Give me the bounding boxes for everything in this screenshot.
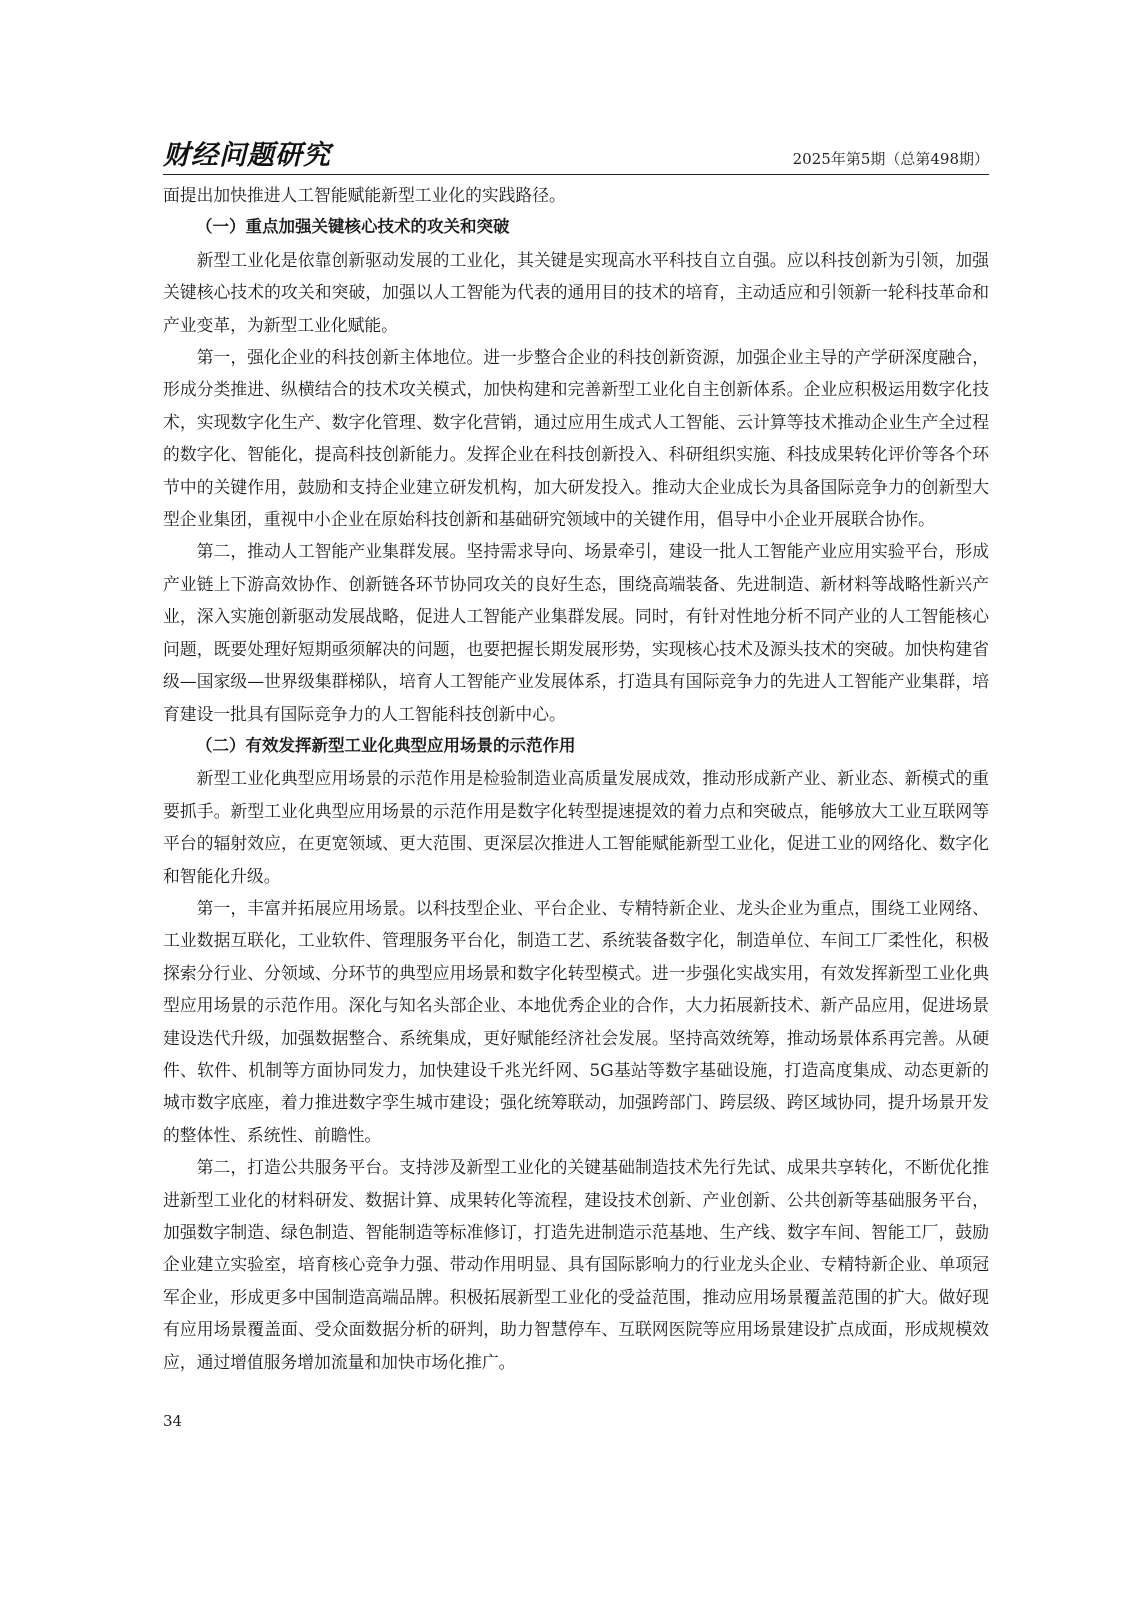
article-body (163, 179, 989, 1378)
journal-title-logo: 财经问题研究 (163, 140, 331, 171)
paragraph: 第一，强化企业的科技创新主体地位。进一步整合企业的科技创新资源，加强企业主导的产学研深度融合，形成分类推进、纵横结合的技术攻关模式，加快构建和完善新型工业化自主创新体系。企业应积极运用数字化技术，实现数字化生产、数字化管理、数字化营销，通过应用生成式人工智能、云计算等技术推动企业生产全过程的数字化、智能化，提高科技创新能力。发挥企业在科技创新投入、科研组织实施、科技成果转化评价等各个环节中的关键作用，鼓励和支持企业建立研发机构，加大研发投入。推动大企业成长为具备国际竞争力的创新型大型企业集团，重视中小企业在原始科技创新和基础研究领域中的关键作用，倡导中小企业开展联合协作。 (163, 347, 989, 530)
paragraph: 新型工业化典型应用场景的示范作用是检验制造业高质量发展成效，推动形成新产业、新业态、新模式的重要抓手。新型工业化典型应用场景的示范作用是数字化转型提速提效的着力点和突破点，能够放大工业互联网等平台的辐射效应，在更宽领域、更大范围、更深层次推进人工智能赋能新型工业化，促进工业的网络化、数字化和智能化升级。 (163, 768, 989, 886)
issue-info: 2025年第5期（总第498期） (792, 150, 989, 168)
page-number: 34 (163, 1412, 183, 1430)
paragraph-continuation: 面提出加快推进人工智能赋能新型工业化的实践路径。 (163, 185, 566, 205)
paragraph: 第二，打造公共服务平台。支持涉及新型工业化的关键基础制造技术先行先试、成果共享转化，不断优化推进新型工业化的材料研发、数据计算、成果转化等流程，建设技术创新、产业创新、公共创新等基础服务平台，加强数字制造、绿色制造、智能制造等标准修订，打造先进制造示范基地、生产线、数字车间、智能工厂，鼓励企业建立实验室，培育核心竞争力强、带动作用明显、具有国际影响力的行业龙头企业、专精特新企业、单项冠军企业，形成更多中国制造高端品牌。积极拓展新型工业化的受益范围，推动应用场景覆盖范围的扩大。做好现有应用场景覆盖面、受众面数据分析的研判，助力智慧停车、互联网医院等应用场景建设扩点成面，形成规模效应，通过增值服务增加流量和加快市场化推广。 (163, 1157, 989, 1372)
section-heading-1: （一）重点加强关键核心技术的攻关和突破 (196, 217, 510, 237)
journal-page (163, 140, 989, 1378)
section-heading-2: （二）有效发挥新型工业化典型应用场景的示范作用 (196, 735, 576, 755)
paragraph: 新型工业化是依靠创新驱动发展的工业化，其关键是实现高水平科技自立自强。应以科技创新为引领，加强关键核心技术的攻关和突破，加强以人工智能为代表的通用目的技术的培育，主动适应和引领新一轮科技革命和产业变革，为新型工业化赋能。 (163, 249, 989, 335)
page-header (163, 140, 989, 175)
paragraph: 第一，丰富并拓展应用场景。以科技型企业、平台企业、专精特新企业、龙头企业为重点，围绕工业网络、工业数据互联化，工业软件、管理服务平台化，制造工艺、系统装备数字化，制造单位、车间工厂柔性化，积极探索分行业、分领域、分环节的典型应用场景和数字化转型模式。进一步强化实战实用，有效发挥新型工业化典型应用场景的示范作用。深化与知名头部企业、本地优秀企业的合作，大力拓展新技术、新产品应用，促进场景建设迭代升级，加强数据整合、系统集成，更好赋能经济社会发展。坚持高效统筹，推动场景体系再完善。从硬件、软件、机制等方面协同发力，加快建设千兆光纤网、5G基站等数字基础设施，打造高度集成、动态更新的城市数字底座，着力推进数字孪生城市建设；强化统筹联动，加强跨部门、跨层级、跨区域协同，提升场景开发的整体性、系统性、前瞻性。 (163, 897, 989, 1145)
paragraph: 第二，推动人工智能产业集群发展。坚持需求导向、场景牵引，建设一批人工智能产业应用实验平台，形成产业链上下游高效协作、创新链各环节协同攻关的良好生态，围绕高端装备、先进制造、新材料等战略性新兴产业，深入实施创新驱动发展战略，促进人工智能产业集群发展。同时，有针对性地分析不同产业的人工智能核心问题，既要处理好短期亟须解决的问题，也要把握长期发展形势，实现核心技术及源头技术的突破。加快构建省级—国家级—世界级集群梯队，培育人工智能产业发展体系，打造具有国际竞争力的先进人工智能产业集群，培育建设一批具有国际竞争力的人工智能科技创新中心。 (163, 541, 989, 724)
